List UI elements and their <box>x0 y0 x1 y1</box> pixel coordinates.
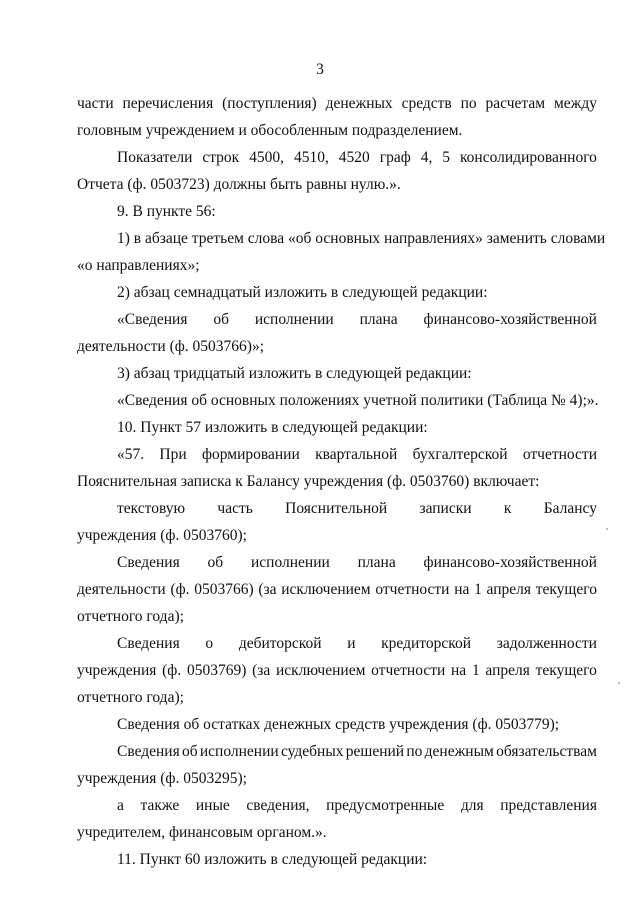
scan-artifact <box>618 682 620 684</box>
word: плана <box>359 311 398 328</box>
text-line <box>117 743 597 761</box>
text-line: 11. Пункт 60 изложить в следующей редакции: <box>117 851 428 868</box>
word: бухгалтерской <box>412 446 508 463</box>
word: об <box>213 311 229 328</box>
word: на <box>454 581 470 598</box>
page-number: 3 <box>316 61 324 78</box>
text-line: учреждения (ф. 0503760); <box>77 527 247 544</box>
word: исполнении <box>251 554 330 571</box>
text-line: 1) в абзаце третьем слова «об основных направлениях» заменить словами <box>117 230 606 247</box>
word: отчетности <box>375 581 450 598</box>
word: квартальной <box>315 446 398 463</box>
word: (за <box>258 581 277 598</box>
word: по <box>460 95 477 112</box>
word: и <box>347 635 356 652</box>
word: для <box>460 797 484 814</box>
word: «57. <box>117 446 145 463</box>
word: консолидированного <box>459 149 597 166</box>
word: плана <box>357 554 396 571</box>
word: обязательствам <box>496 743 597 760</box>
word: апреля <box>485 662 530 679</box>
text-line <box>117 635 597 653</box>
word: предусмотренные <box>326 797 445 814</box>
word: 5 <box>442 149 450 166</box>
word: сведения, <box>246 797 310 814</box>
word: перечисления <box>122 95 214 112</box>
text-line <box>117 554 597 572</box>
word: части <box>77 95 114 112</box>
text-line: «о направлениях»; <box>77 257 200 274</box>
word: Балансу <box>543 500 597 517</box>
word: об <box>207 554 224 571</box>
word: Сведения <box>117 554 180 571</box>
word: задолженности <box>496 635 597 652</box>
word: дебиторской <box>238 635 322 652</box>
word: текущего <box>535 581 597 598</box>
word: об <box>181 743 198 760</box>
text-line: 3) абзац тридцатый изложить в следующей редакции: <box>117 365 472 382</box>
word: к <box>503 500 512 517</box>
word: формировании <box>201 446 300 463</box>
word: 4, <box>420 149 433 166</box>
text-line <box>117 311 597 329</box>
word: «Сведения <box>117 311 188 328</box>
word: 4500, <box>249 149 285 166</box>
word: текущего <box>535 662 597 679</box>
word: между <box>553 95 597 112</box>
word: записки <box>419 500 472 517</box>
word: также <box>140 797 180 814</box>
word: Сведения <box>117 743 180 760</box>
word: граф <box>379 149 411 166</box>
text-line: отчетного года); <box>77 689 184 706</box>
word: расчетам <box>485 95 546 112</box>
word: иные <box>195 797 230 814</box>
word: строк <box>202 149 240 166</box>
word: (поступления) <box>222 95 317 112</box>
word: деятельности <box>77 581 166 598</box>
word: 1 <box>474 581 482 598</box>
word: 1 <box>471 662 480 679</box>
text-line: деятельности (ф. 0503766)»; <box>77 338 265 355</box>
text-line <box>117 149 597 167</box>
text-line: отчетного года); <box>77 608 184 625</box>
word: 0503769) <box>186 662 247 679</box>
text-line: Сведения об остатках денежных средств учреждения (ф. 0503779); <box>117 716 560 733</box>
text-line: учреждения (ф. 0503295); <box>77 770 247 787</box>
text-line <box>117 500 597 518</box>
word: 0503766) <box>194 581 254 598</box>
word: (ф. <box>162 662 182 679</box>
word: 4520 <box>338 149 370 166</box>
word: часть <box>217 500 253 517</box>
word: на <box>451 662 467 679</box>
word: Показатели <box>117 149 193 166</box>
text-line: учредителем, финансовым органом.». <box>77 824 327 841</box>
word: средств <box>401 95 452 112</box>
word: о <box>205 635 214 652</box>
text-line: 10. Пункт 57 изложить в следующей редакции: <box>117 419 428 436</box>
word: финансово-хозяйственной <box>423 554 597 571</box>
word: исполнении <box>199 743 279 760</box>
word: отчетности <box>371 662 446 679</box>
text-line: Отчета (ф. 0503723) должны быть равны нулю.». <box>77 176 401 193</box>
word: исключением <box>281 581 371 598</box>
word: представления <box>500 797 597 814</box>
word: решений <box>345 743 405 760</box>
text-line <box>117 446 597 464</box>
word: текстовую <box>117 500 186 517</box>
scan-artifact <box>606 528 608 530</box>
text-line <box>77 95 597 113</box>
word: денежных <box>325 95 393 112</box>
word: апреля <box>486 581 531 598</box>
word: (ф. <box>170 581 190 598</box>
word: исполнении <box>254 311 334 328</box>
word: учреждения <box>77 662 157 679</box>
word: финансово-хозяйственной <box>423 311 597 328</box>
word: (за <box>252 662 271 679</box>
text-line <box>117 797 597 815</box>
word: кредиторской <box>381 635 472 652</box>
word: При <box>159 446 187 463</box>
word: исключением <box>276 662 366 679</box>
word: денежным <box>424 743 494 760</box>
text-line <box>77 581 597 599</box>
word: а <box>117 797 124 814</box>
word: по <box>406 743 423 760</box>
text-line <box>77 662 597 680</box>
word: 4510, <box>293 149 329 166</box>
word: Сведения <box>117 635 180 652</box>
text-line: 2) абзац семнадцатый изложить в следующей редакции: <box>117 284 488 301</box>
text-line: головным учреждением и обособленным подразделением. <box>77 122 463 139</box>
text-line: 9. В пункте 56: <box>117 203 216 220</box>
word: Пояснительной <box>285 500 388 517</box>
text-line: «Сведения об основных положениях учетной политики (Таблица № 4);». <box>117 392 599 409</box>
word: судебных <box>280 743 344 760</box>
word: отчетности <box>522 446 597 463</box>
text-line: Пояснительная записка к Балансу учреждения (ф. 0503760) включает: <box>77 473 540 490</box>
